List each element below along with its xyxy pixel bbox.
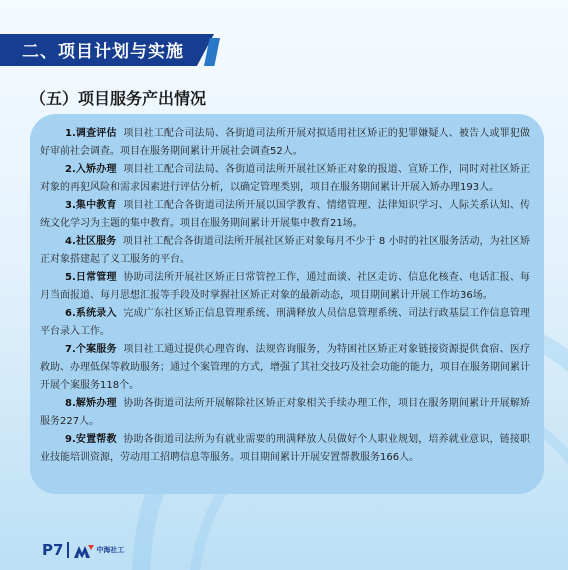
item-title: 1.调查评估 [65, 128, 117, 139]
footer [42, 541, 124, 559]
list-item [40, 269, 530, 305]
page-number: P7 [42, 541, 64, 559]
footer-divider [67, 542, 69, 558]
item-title: 8.解矫办理 [65, 398, 117, 409]
list-item [40, 125, 530, 161]
list-item [40, 161, 530, 197]
item-title: 9.安置帮教 [65, 434, 117, 445]
zhonghai-social-work-logo-icon [74, 543, 94, 557]
list-item [40, 305, 530, 341]
item-title: 2.入矫办理 [65, 164, 117, 175]
list-item [40, 233, 530, 269]
item-body: 协助各街道司法所开展解除社区矫正对象相关手续办理工作，项目在服务期间累计开展解矫服务227人。 [40, 398, 531, 427]
item-title: 6.系统录入 [65, 308, 117, 319]
item-body: 项目社工通过提供心理咨询、法规咨询服务，为特困社区矫正对象链接资源提供食宿、医疗救助、办理低保等救助服务；通过个案管理的方式，增强了其社交技巧及社会功能的能力，项目在服务期间累计开展个案服务118个。 [40, 344, 531, 391]
item-body: 项目社工配合司法局、各街道司法所开展社区矫正对象的报道、宣矫工作，同时对社区矫正对象的再犯风险和需求因素进行评估分析，以确定管理类别，项目在服务期间累计开展入矫办理193人。 [40, 164, 531, 193]
list-item [40, 395, 530, 431]
item-body: 项目社工配合各街道司法所开展以国学教育、情绪管理、法律知识学习、人际关系认知、传统文化学习为主题的集中教育。项目在服务期间累计开展集中教育21场。 [40, 200, 531, 229]
item-body: 协助司法所开展社区矫正日常管控工作，通过面谈、社区走访、信息化核查、电话汇报、每月当面报道、每月思想汇报等手段及时掌握社区矫正对象的最新动态，项目期间累计开展工作坊36场。 [40, 272, 531, 301]
item-title: 3.集中教育 [65, 200, 117, 211]
item-body: 项目社工配合司法局、各街道司法所开展对拟适用社区矫正的犯罪嫌疑人、被告人或罪犯做好审前社会调查。项目在服务期间累计开展社会调查52人。 [40, 128, 531, 157]
section-title: 二、项目计划与实施 [22, 42, 184, 62]
content-card [30, 114, 544, 494]
item-title: 5.日常管理 [65, 272, 117, 283]
item-body: 完成广东社区矫正信息管理系统、刑满释放人员信息管理系统、司法行政基层工作信息管理平台录入工作。 [40, 308, 531, 337]
list-item [40, 431, 530, 467]
item-title: 4.社区服务 [65, 236, 117, 247]
logo-text: 中海社工 [96, 546, 125, 554]
item-body: 协助各街道司法所为有就业需要的刑满释放人员做好个人职业规划，培养就业意识，链接职业技能培训资源，劳动用工招聘信息等服务。项目期间累计开展安置帮教服务166人。 [40, 434, 531, 463]
subheading: （五）项目服务产出情况 [30, 89, 207, 108]
list-item [40, 341, 530, 395]
item-title: 7.个案服务 [65, 344, 117, 355]
item-body: 项目社工配合各街道司法所开展社区矫正对象每月不少于 8 小时的社区服务活动，为社区矫正对象搭建起了义工服务的平台。 [40, 236, 530, 265]
list-item [40, 197, 530, 233]
